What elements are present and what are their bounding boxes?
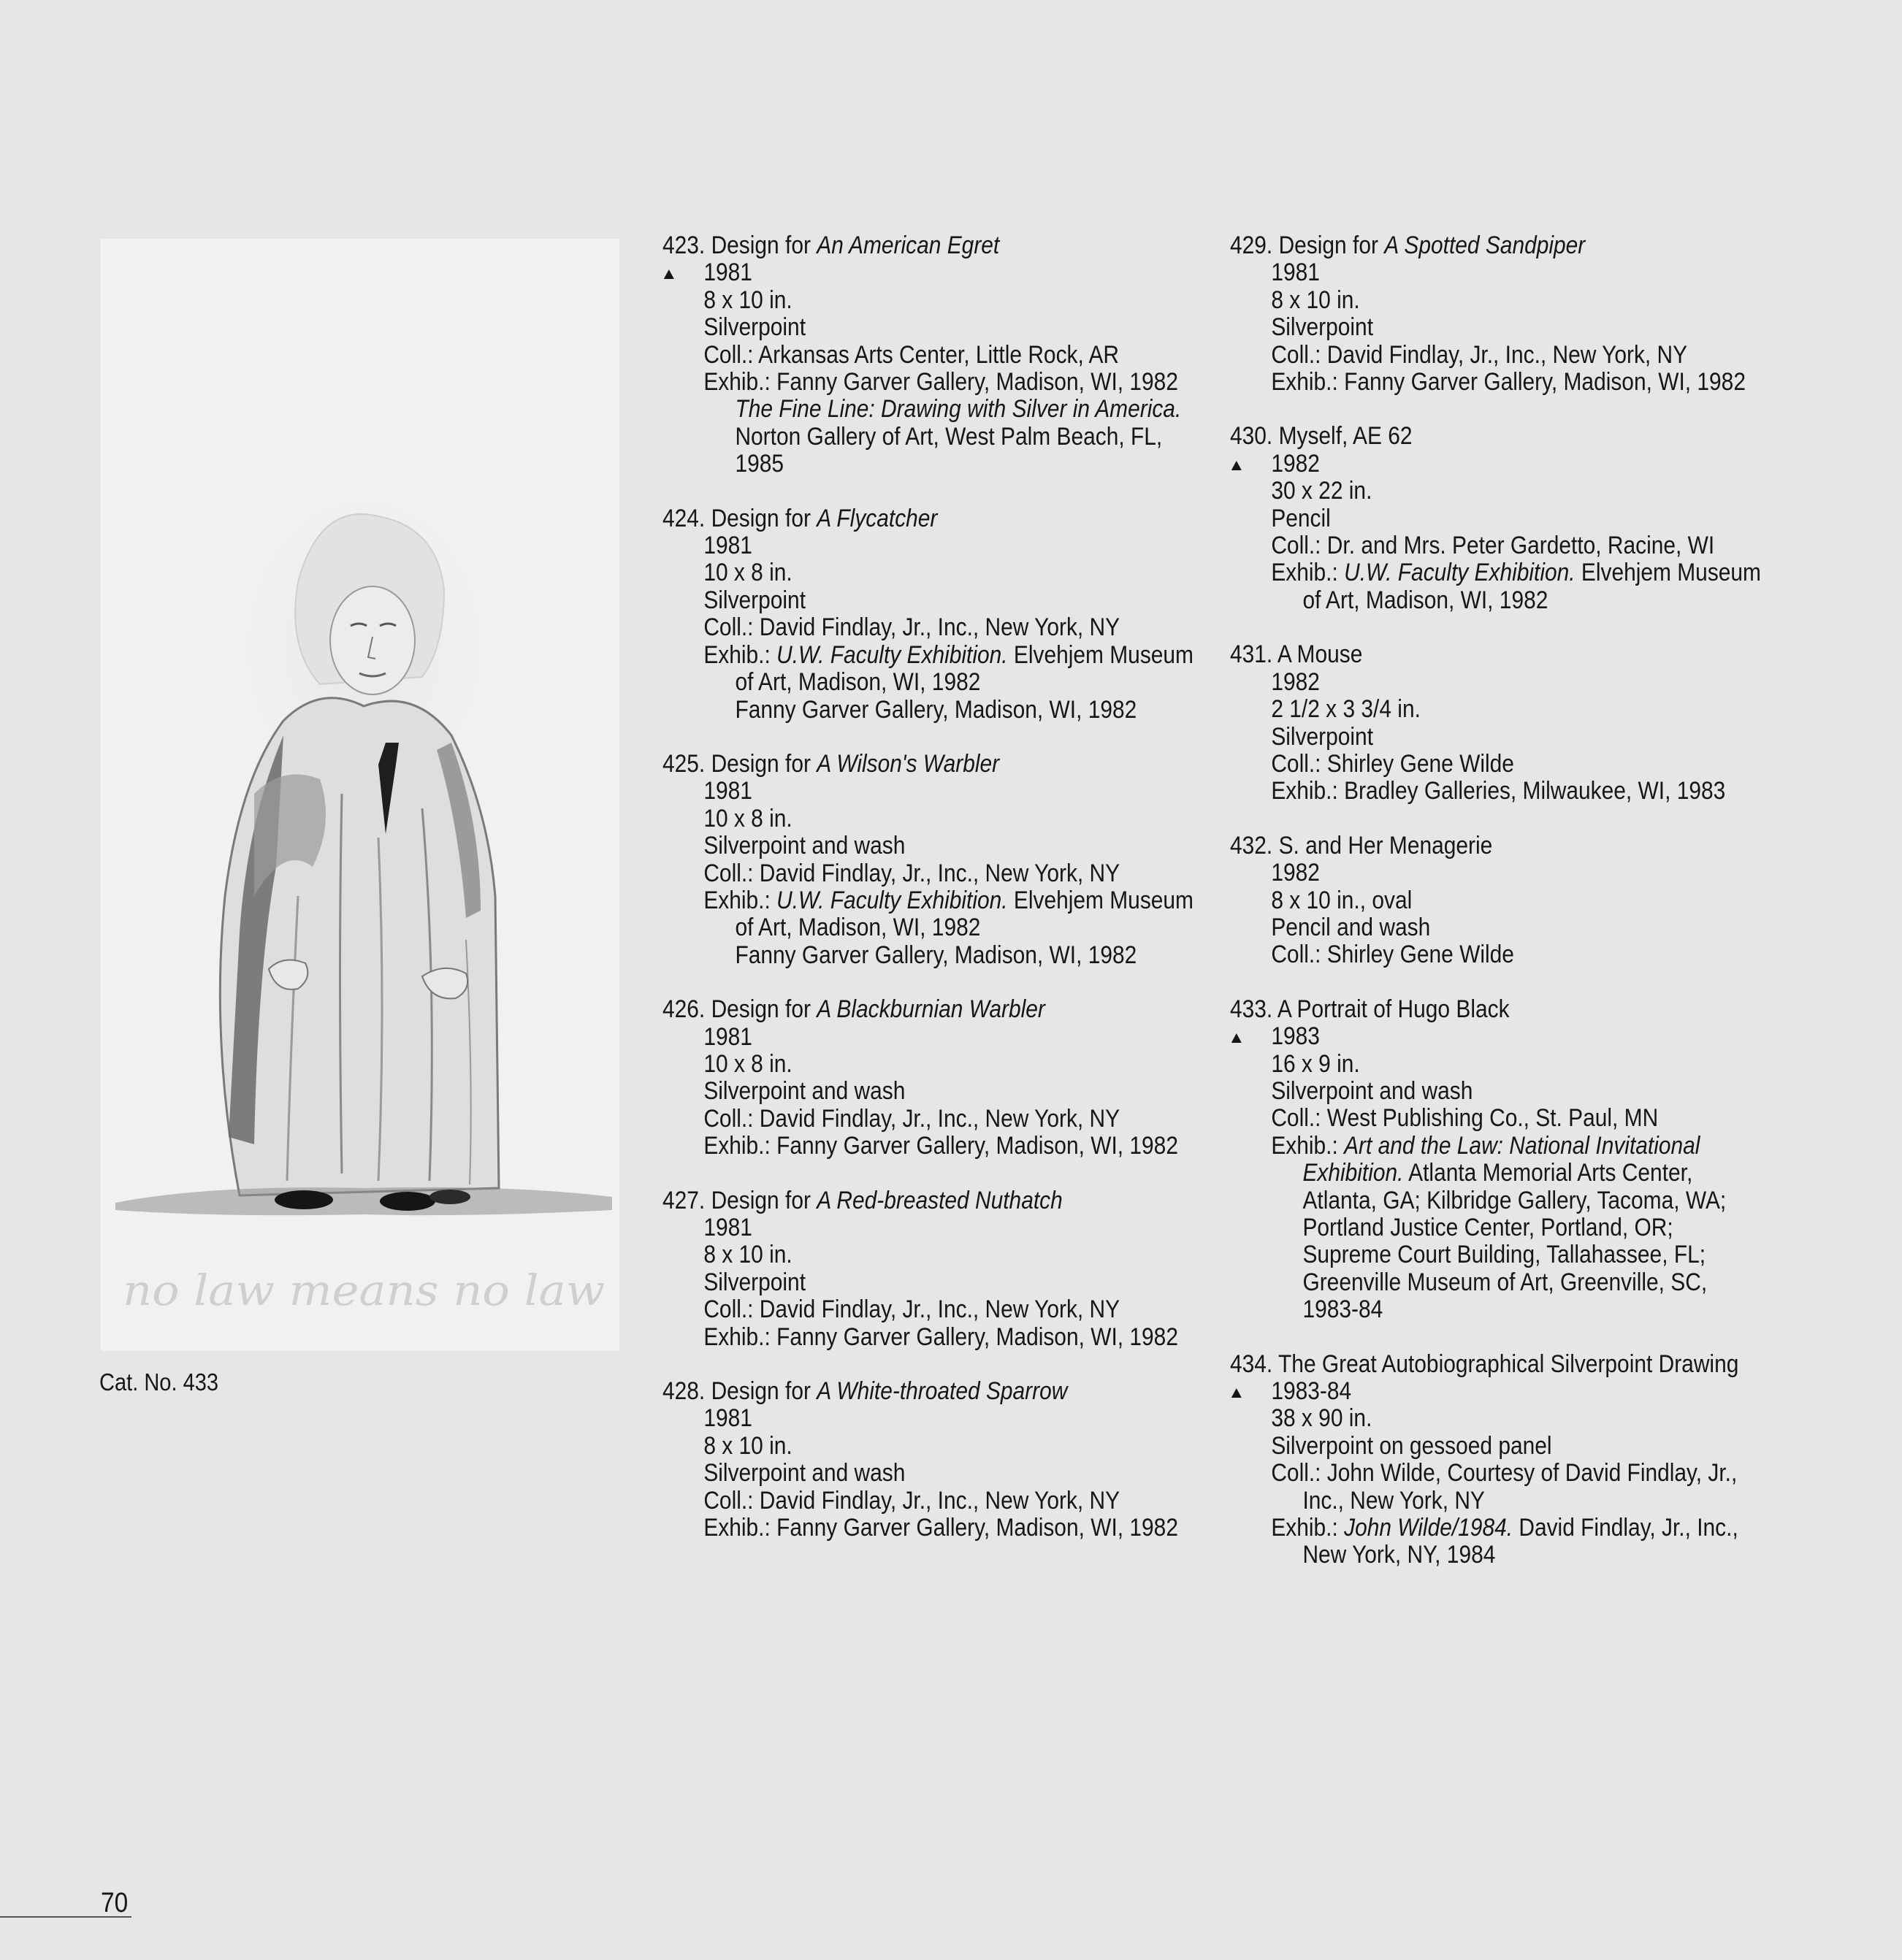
entry-detail-text: 8 x 10 in., oval xyxy=(1271,886,1413,914)
entry-detail-text: 10 x 8 in. xyxy=(703,804,792,832)
entry-detail-line xyxy=(1230,1023,1761,1050)
entry-detail-line xyxy=(1230,1378,1761,1405)
entry-detail-line xyxy=(1230,696,1761,723)
entry-heading xyxy=(1230,1351,1761,1378)
entry-detail-text: 8 x 10 in. xyxy=(703,1241,792,1269)
entry-detail-text: 1983 xyxy=(1271,1022,1320,1051)
entry-detail-line xyxy=(1230,860,1761,887)
entry-heading xyxy=(1230,232,1761,259)
entry-detail-text: 1982 xyxy=(1271,667,1320,696)
entry-detail-text: 1981 xyxy=(703,1214,752,1241)
entry-detail-line xyxy=(662,451,1193,478)
entry-title: The Great Autobiographical Silverpoint Drawing xyxy=(1278,1350,1739,1378)
catalog-column-right xyxy=(1230,232,1761,1596)
entry-detail-text: Pencil xyxy=(1271,504,1331,532)
entry-detail-line xyxy=(1230,478,1761,505)
entry-detail-line xyxy=(662,1269,1193,1296)
entry-heading xyxy=(1230,832,1761,860)
entry-detail-italic: Art and the Law: National Invitational xyxy=(1344,1131,1700,1160)
entry-detail-text: Exhib.: xyxy=(703,640,777,669)
entry-detail-text: of Art, Madison, WI, 1982 xyxy=(735,914,981,942)
entry-detail-text: Exhib.: Fanny Garver Gallery, Madison, WI, 1982 xyxy=(703,1322,1178,1351)
entry-detail-text: of Art, Madison, WI, 1982 xyxy=(735,668,981,697)
entry-detail-line xyxy=(662,914,1193,941)
entry-title-italic: A Spotted Sandpiper xyxy=(1384,231,1586,259)
entry-detail-line xyxy=(1230,287,1761,314)
catalog-entry xyxy=(1230,232,1761,396)
entry-detail-line xyxy=(662,860,1193,887)
entry-detail-line xyxy=(662,805,1193,832)
entry-detail-text: Coll.: David Findlay, Jr., Inc., New York, NY xyxy=(703,1486,1120,1515)
catalog-entry xyxy=(1230,641,1761,805)
entry-detail-line xyxy=(1230,1433,1761,1460)
entry-title-italic: A Flycatcher xyxy=(817,504,938,532)
entry-detail-line xyxy=(662,1460,1193,1487)
entry-detail-text: 1981 xyxy=(703,532,752,560)
entry-number: 424. xyxy=(662,504,706,532)
entry-detail-text: Portland Justice Center, Portland, OR; xyxy=(1302,1214,1673,1241)
entry-detail-text: Silverpoint and wash xyxy=(703,1459,906,1488)
triangle-marker-icon xyxy=(1231,461,1242,470)
entry-detail-line xyxy=(1230,505,1761,532)
entry-detail-text: Exhib.: xyxy=(1271,1514,1345,1542)
entry-detail-line xyxy=(1230,369,1761,396)
entry-number: 434. xyxy=(1230,1350,1273,1378)
entry-detail-italic: U.W. Faculty Exhibition. xyxy=(776,886,1008,914)
entry-detail-line xyxy=(1230,259,1761,286)
entry-heading xyxy=(662,751,1193,778)
entry-detail-line xyxy=(662,287,1193,314)
entry-detail-text: Coll.: Shirley Gene Wilde xyxy=(1271,749,1514,778)
entry-detail-text: Silverpoint on gessoed panel xyxy=(1271,1431,1552,1460)
entry-detail-text: Fanny Garver Gallery, Madison, WI, 1982 xyxy=(735,695,1137,724)
entry-detail-text: 1982 xyxy=(1271,449,1320,478)
entry-detail-text: 16 x 9 in. xyxy=(1271,1049,1360,1078)
catalog-column-left xyxy=(662,232,1193,1569)
entry-title-italic: A Blackburnian Warbler xyxy=(817,995,1045,1024)
entry-detail-line xyxy=(1230,1214,1761,1241)
entry-detail-line xyxy=(662,532,1193,559)
entry-detail-text: Exhib.: Fanny Garver Gallery, Madison, WI, 1982 xyxy=(703,368,1178,397)
entry-detail-line xyxy=(662,342,1193,369)
entry-detail-text: 1983-84 xyxy=(1271,1377,1352,1406)
entry-title: Design for xyxy=(711,749,817,778)
entry-detail-line xyxy=(662,1324,1193,1351)
entry-detail-line xyxy=(1230,1542,1761,1569)
entry-detail-line xyxy=(1230,1160,1761,1187)
entry-detail-line xyxy=(1230,887,1761,914)
entry-detail-line xyxy=(1230,1515,1761,1542)
entry-title: S. and Her Menagerie xyxy=(1278,831,1493,860)
entry-detail-text: Greenville Museum of Art, Greenville, SC, xyxy=(1302,1268,1708,1296)
entry-detail-text: 38 x 90 in. xyxy=(1271,1404,1372,1433)
entry-title-italic: An American Egret xyxy=(817,231,1000,259)
entry-detail-line xyxy=(1230,914,1761,941)
entry-number: 430. xyxy=(1230,422,1273,451)
entry-detail-text: 1981 xyxy=(1271,259,1320,287)
entry-detail-text: Elvehjem Museum xyxy=(1007,640,1193,669)
entry-detail-text: Exhib.: Bradley Galleries, Milwaukee, WI, 1983 xyxy=(1271,777,1726,805)
entry-detail-line xyxy=(662,369,1193,396)
entry-number: 431. xyxy=(1230,640,1273,669)
entry-detail-text: Exhib.: xyxy=(703,886,777,914)
entry-title: A Mouse xyxy=(1277,640,1363,669)
entry-detail-italic: Exhibition. xyxy=(1302,1159,1404,1187)
entry-detail-text: Silverpoint xyxy=(1271,313,1374,342)
entry-detail-line xyxy=(662,1515,1193,1542)
entry-detail-text: 1983-84 xyxy=(1302,1295,1383,1324)
entry-detail-text: Coll.: West Publishing Co., St. Paul, MN xyxy=(1271,1104,1659,1133)
entry-detail-line xyxy=(1230,1241,1761,1268)
entry-detail-line xyxy=(1230,559,1761,586)
entry-detail-text: 1981 xyxy=(703,1022,752,1051)
entry-title-italic: A Red-breasted Nuthatch xyxy=(817,1186,1063,1214)
entry-detail-text: Norton Gallery of Art, West Palm Beach, FL, xyxy=(735,422,1163,451)
entry-detail-text: Coll.: Dr. and Mrs. Peter Gardetto, Racine, WI xyxy=(1271,532,1715,560)
entry-detail-text: 1981 xyxy=(703,259,752,287)
artwork-plate xyxy=(101,239,619,1351)
entry-detail-line xyxy=(1230,1269,1761,1296)
entry-heading xyxy=(1230,423,1761,450)
entry-detail-text: 1981 xyxy=(703,777,752,805)
entry-detail-line xyxy=(662,587,1193,614)
entry-detail-italic: U.W. Faculty Exhibition. xyxy=(1344,559,1576,587)
catalog-entry xyxy=(662,996,1193,1160)
hugo-black-portrait-drawing xyxy=(101,239,619,1351)
entry-detail-line xyxy=(1230,751,1761,778)
entry-detail-text: Exhib.: Fanny Garver Gallery, Madison, WI, 1982 xyxy=(1271,368,1746,397)
entry-detail-line xyxy=(662,1241,1193,1268)
entry-title: Design for xyxy=(1278,231,1385,259)
plate-caption: Cat. No. 433 xyxy=(99,1368,219,1396)
entry-detail-text: 8 x 10 in. xyxy=(703,1431,792,1460)
entry-number: 432. xyxy=(1230,831,1273,860)
entry-detail-line xyxy=(1230,941,1761,968)
triangle-marker-icon xyxy=(1231,1033,1242,1043)
triangle-marker-icon xyxy=(664,269,674,279)
catalog-entry xyxy=(1230,423,1761,614)
entry-heading xyxy=(662,996,1193,1023)
entry-detail-line xyxy=(1230,1296,1761,1323)
entry-detail-line xyxy=(662,1488,1193,1515)
entry-detail-line xyxy=(662,314,1193,341)
entry-detail-line xyxy=(662,1405,1193,1432)
entry-detail-text: New York, NY, 1984 xyxy=(1302,1541,1496,1569)
footer-rule xyxy=(0,1916,131,1918)
triangle-marker-icon xyxy=(1231,1388,1242,1398)
entry-heading xyxy=(1230,641,1761,668)
entry-number: 433. xyxy=(1230,995,1273,1023)
entry-number: 427. xyxy=(662,1186,706,1214)
entry-detail-line xyxy=(1230,778,1761,805)
entry-heading xyxy=(662,232,1193,259)
entry-detail-text: Supreme Court Building, Tallahassee, FL; xyxy=(1302,1241,1706,1269)
catalog-entry xyxy=(662,232,1193,478)
entry-detail-text: Coll.: Shirley Gene Wilde xyxy=(1271,941,1514,969)
entry-detail-line xyxy=(662,424,1193,451)
entry-detail-line xyxy=(662,1078,1193,1105)
entry-detail-line xyxy=(662,942,1193,969)
entry-title-italic: A White-throated Sparrow xyxy=(817,1377,1068,1406)
entry-detail-line xyxy=(662,259,1193,286)
entry-title-italic: A Wilson's Warbler xyxy=(817,749,1000,778)
entry-detail-line xyxy=(662,778,1193,805)
entry-detail-line xyxy=(1230,1105,1761,1132)
entry-detail-line xyxy=(662,642,1193,669)
entry-detail-line xyxy=(1230,1051,1761,1078)
entry-title: Design for xyxy=(711,231,817,259)
entry-number: 423. xyxy=(662,231,706,259)
entry-detail-text: Coll.: John Wilde, Courtesy of David Findlay, Jr., xyxy=(1271,1459,1738,1488)
entry-number: 425. xyxy=(662,749,706,778)
entry-detail-line xyxy=(662,1214,1193,1241)
entry-detail-italic: John Wilde/1984. xyxy=(1344,1514,1513,1542)
entry-detail-line xyxy=(662,396,1193,423)
entry-detail-text: Silverpoint and wash xyxy=(1271,1076,1473,1105)
entry-detail-line xyxy=(1230,1488,1761,1515)
entry-detail-line xyxy=(1230,451,1761,478)
entry-detail-text: 1981 xyxy=(703,1404,752,1433)
entry-title: Design for xyxy=(711,995,817,1024)
entry-detail-text: Silverpoint xyxy=(703,1268,806,1296)
entry-detail-text: Exhib.: Fanny Garver Gallery, Madison, WI, 1982 xyxy=(703,1132,1178,1160)
entry-detail-text: Exhib.: xyxy=(1271,559,1345,587)
entry-detail-text: Coll.: David Findlay, Jr., Inc., New York, NY xyxy=(703,1295,1120,1324)
entry-number: 426. xyxy=(662,995,706,1024)
entry-detail-text: 2 1/2 x 3 3/4 in. xyxy=(1271,695,1421,724)
entry-detail-line xyxy=(662,614,1193,641)
entry-detail-text: Silverpoint and wash xyxy=(703,832,906,860)
entry-detail-text: Inc., New York, NY xyxy=(1302,1486,1485,1515)
entry-detail-text: Atlanta, GA; Kilbridge Gallery, Tacoma, WA; xyxy=(1302,1186,1727,1214)
entry-detail-text: 10 x 8 in. xyxy=(703,559,792,587)
entry-heading xyxy=(1230,996,1761,1023)
entry-detail-line xyxy=(662,1051,1193,1078)
entry-detail-text: 8 x 10 in. xyxy=(703,286,792,314)
entry-detail-text: 1982 xyxy=(1271,859,1320,887)
catalog-entry xyxy=(1230,1351,1761,1569)
entry-number: 428. xyxy=(662,1377,706,1406)
entry-detail-italic: The Fine Line: Drawing with Silver in America. xyxy=(735,395,1182,424)
entry-detail-line xyxy=(1230,1460,1761,1487)
entry-detail-text: 1985 xyxy=(735,450,784,478)
entry-detail-text: 8 x 10 in. xyxy=(1271,286,1360,314)
entry-title: Design for xyxy=(711,1186,817,1214)
entry-title: A Portrait of Hugo Black xyxy=(1277,995,1510,1023)
entry-detail-line xyxy=(1230,587,1761,614)
entry-detail-line xyxy=(1230,342,1761,369)
entry-heading xyxy=(662,1187,1193,1214)
entry-detail-text: Elvehjem Museum xyxy=(1575,559,1761,587)
entry-title: Myself, AE 62 xyxy=(1278,422,1413,451)
entry-detail-line xyxy=(662,1296,1193,1323)
catalog-entry xyxy=(1230,996,1761,1324)
page-number: 70 xyxy=(101,1888,129,1918)
entry-detail-line xyxy=(1230,669,1761,696)
entry-detail-italic: U.W. Faculty Exhibition. xyxy=(776,640,1008,669)
entry-detail-text: Pencil and wash xyxy=(1271,913,1431,941)
entry-detail-line xyxy=(662,1024,1193,1051)
entry-detail-text: Coll.: David Findlay, Jr., Inc., New York, NY xyxy=(703,1104,1120,1133)
entry-detail-text: Elvehjem Museum xyxy=(1007,886,1193,914)
entry-title: Design for xyxy=(711,1377,817,1406)
entry-detail-text: Silverpoint and wash xyxy=(703,1077,906,1106)
entry-detail-line xyxy=(1230,1133,1761,1160)
entry-detail-text: of Art, Madison, WI, 1982 xyxy=(1302,586,1548,614)
entry-detail-line xyxy=(1230,1405,1761,1432)
entry-detail-line xyxy=(662,1133,1193,1160)
entry-heading xyxy=(662,1378,1193,1405)
entry-detail-text: Silverpoint xyxy=(703,313,806,342)
entry-detail-text: Coll.: David Findlay, Jr., Inc., New York, NY xyxy=(703,859,1120,887)
entry-detail-line xyxy=(1230,314,1761,341)
entry-title: Design for xyxy=(711,504,817,532)
entry-detail-text: 10 x 8 in. xyxy=(703,1049,792,1078)
entry-detail-text: Fanny Garver Gallery, Madison, WI, 1982 xyxy=(735,941,1137,969)
entry-detail-line xyxy=(662,559,1193,586)
plate-inscription: no law means no law xyxy=(123,1266,605,1315)
entry-detail-line xyxy=(662,1106,1193,1133)
entry-detail-line xyxy=(662,832,1193,860)
entry-detail-line xyxy=(1230,724,1761,751)
entry-detail-text: 30 x 22 in. xyxy=(1271,477,1372,505)
entry-detail-text: Coll.: Arkansas Arts Center, Little Rock, AR xyxy=(703,340,1120,369)
entry-detail-text: Coll.: David Findlay, Jr., Inc., New York, NY xyxy=(703,613,1120,642)
entry-detail-text: David Findlay, Jr., Inc., xyxy=(1513,1514,1738,1542)
catalog-entry xyxy=(662,1378,1193,1542)
catalog-entry xyxy=(662,1187,1193,1351)
entry-detail-text: Exhib.: Fanny Garver Gallery, Madison, WI, 1982 xyxy=(703,1514,1178,1542)
entry-detail-text: Silverpoint xyxy=(1271,722,1374,751)
entry-heading xyxy=(662,505,1193,532)
entry-detail-line xyxy=(1230,1078,1761,1105)
entry-detail-text: Exhib.: xyxy=(1271,1131,1345,1160)
entry-detail-text: Atlanta Memorial Arts Center, xyxy=(1403,1159,1693,1187)
entry-detail-text: Silverpoint xyxy=(703,586,806,614)
entry-detail-line xyxy=(1230,1187,1761,1214)
catalog-entry xyxy=(1230,832,1761,969)
entry-detail-line xyxy=(662,887,1193,914)
entry-detail-line xyxy=(662,669,1193,696)
entry-detail-line xyxy=(1230,532,1761,559)
catalog-entry xyxy=(662,505,1193,724)
entry-number: 429. xyxy=(1230,231,1273,259)
entry-detail-line xyxy=(662,1433,1193,1460)
entry-detail-text: Coll.: David Findlay, Jr., Inc., New York, NY xyxy=(1271,340,1688,369)
catalog-entry xyxy=(662,751,1193,969)
entry-detail-line xyxy=(662,697,1193,724)
